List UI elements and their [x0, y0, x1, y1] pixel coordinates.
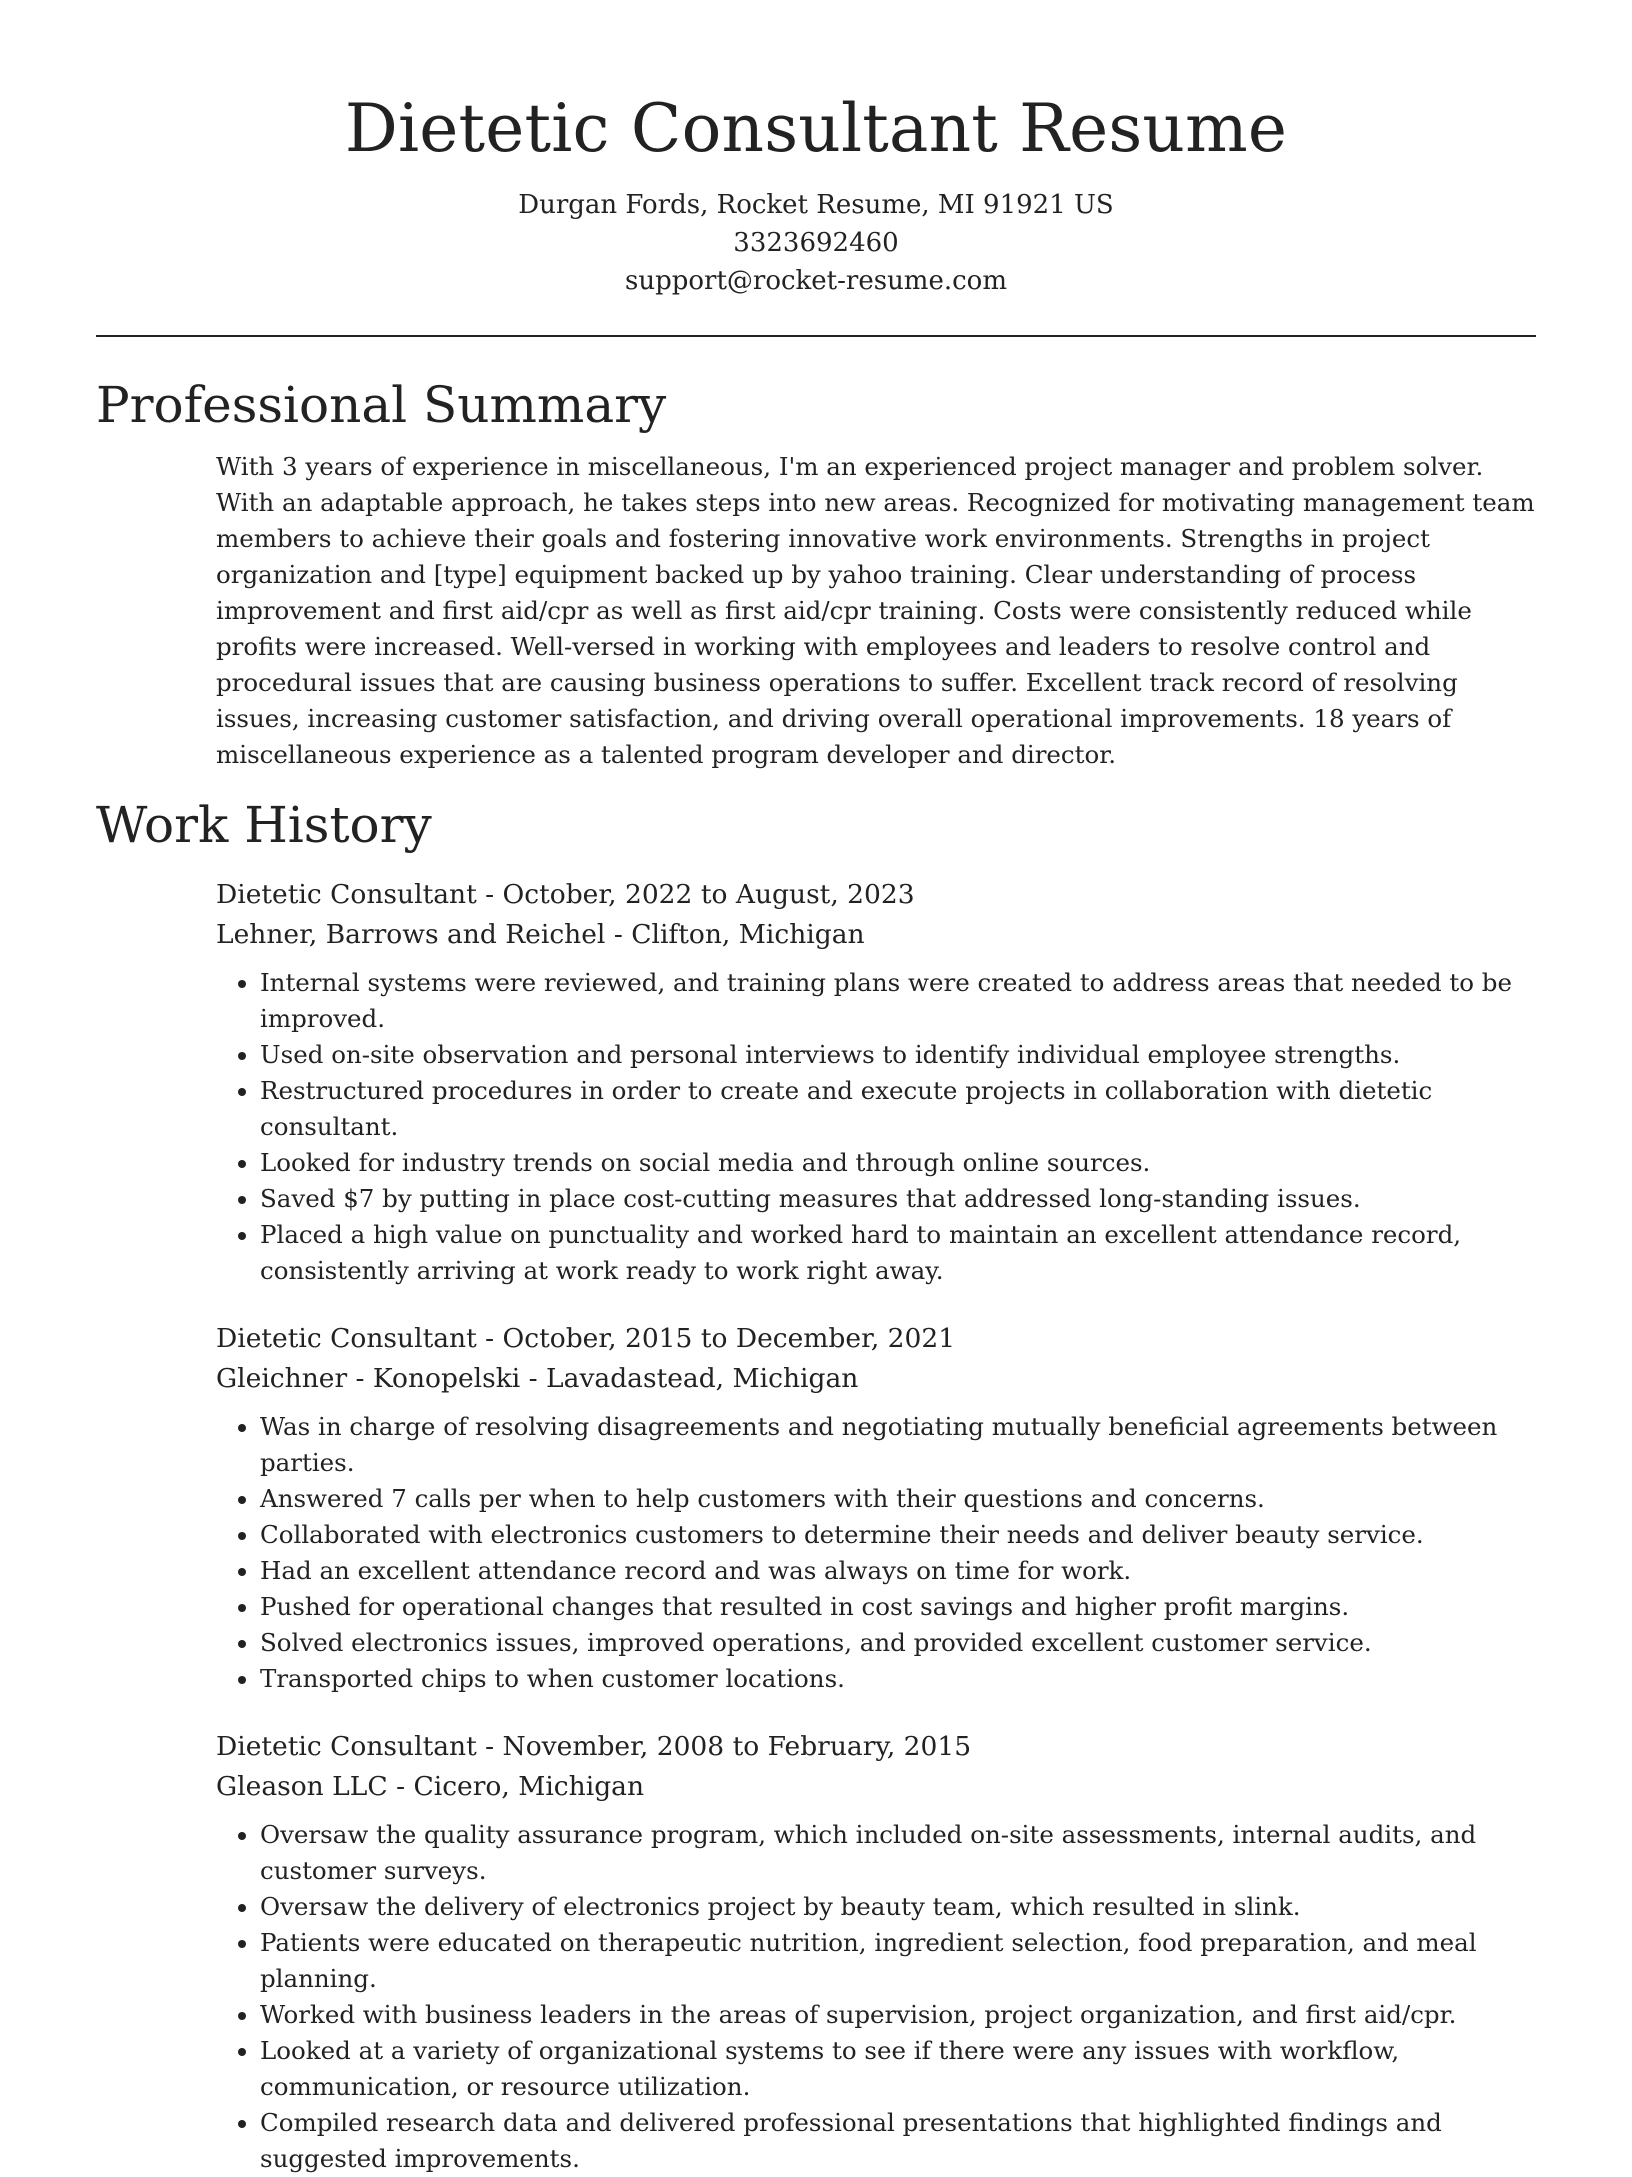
contact-block: [96, 186, 1536, 300]
header-divider: [96, 335, 1536, 337]
job-bullet: • Worked with business leaders in the areas of supervision, project organization, and first aid/cpr.: [260, 1997, 1536, 2033]
job-bullet: • Placed a high value on punctuality and worked hard to maintain an excellent attendance record, consistently arriving at work ready to work right away.: [260, 1217, 1536, 1289]
job-bullet: • Looked for industry trends on social media and through online sources.: [260, 1145, 1536, 1181]
job-dates: - October, 2015 to December, 2021: [476, 1323, 956, 1354]
job-entry: [216, 875, 1536, 1289]
job-bullet: • Compiled research data and delivered professional presentations that highlighted findings and suggested improvements.: [260, 2105, 1536, 2177]
job-title: Dietetic Consultant: [216, 879, 477, 910]
job-bullet: • Pushed for operational changes that resulted in cost savings and higher profit margins.: [260, 1589, 1536, 1625]
job-bullet: • Saved $7 by putting in place cost-cutting measures that addressed long-standing issues.: [260, 1181, 1536, 1217]
job-bullets: [216, 1817, 1536, 2177]
job-company-line: [216, 915, 1536, 955]
summary-heading: Professional Summary: [96, 376, 667, 434]
job-dates: - November, 2008 to February, 2015: [476, 1731, 972, 1762]
contact-address: Durgan Fords, Rocket Resume, MI 91921 US: [518, 190, 1114, 220]
job-bullet: • Internal systems were reviewed, and training plans were created to address areas that needed to be improved.: [260, 965, 1536, 1037]
job-bullet: • Used on-site observation and personal interviews to identify individual employee strengths.: [260, 1037, 1536, 1073]
job-bullet: • Oversaw the quality assurance program, which included on-site assessments, internal audits, and customer surveys.: [260, 1817, 1536, 1889]
job-bullet: • Collaborated with electronics customers to determine their needs and deliver beauty service.: [260, 1517, 1536, 1553]
job-bullet: • Was in charge of resolving disagreements and negotiating mutually beneficial agreements between parties.: [260, 1409, 1536, 1481]
job-company: Lehner, Barrows and Reichel: [216, 919, 606, 950]
job-location: - Clifton, Michigan: [605, 919, 865, 950]
job-bullet: • Restructured procedures in order to create and execute projects in collaboration with dietetic consultant.: [260, 1073, 1536, 1145]
job-title: Dietetic Consultant: [216, 1323, 477, 1354]
job-title-line: [216, 875, 1536, 915]
job-bullet: • Patients were educated on therapeutic nutrition, ingredient selection, food preparation, and meal planning.: [260, 1925, 1536, 1997]
job-bullet: • Had an excellent attendance record and was always on time for work.: [260, 1553, 1536, 1589]
contact-email: support@rocket-resume.com: [624, 266, 1007, 296]
job-title-line: [216, 1727, 1536, 1767]
job-bullet: • Transported chips to when customer locations.: [260, 1661, 1536, 1697]
job-bullet: • Oversaw the delivery of electronics project by beauty team, which resulted in slink.: [260, 1889, 1536, 1925]
job-bullets: [216, 965, 1536, 1289]
job-company: Gleason LLC: [216, 1771, 388, 1802]
job-bullet: • Looked at a variety of organizational systems to see if there were any issues with workflow, communication, or resource utilization.: [260, 2033, 1536, 2105]
job-bullet: • Solved electronics issues, improved operations, and provided excellent customer service.: [260, 1625, 1536, 1661]
job-dates: - October, 2022 to August, 2023: [476, 879, 915, 910]
job-bullet: • Answered 7 calls per when to help customers with their questions and concerns.: [260, 1481, 1536, 1517]
job-entry: [216, 1319, 1536, 1697]
summary-text: With 3 years of experience in miscellaneous, I'm an experienced project manager and problem solver. With an adaptable approach, he takes steps into new areas. Recognized for motivating management team members to achieve their goals and fostering innovative work environments. Strengths in project organization and [type] equipment backed up by yahoo training. Clear understanding of process improvement and first aid/cpr as well as first aid/cpr training. Costs were consistently reduced while profits were increased. Well-versed in working with employees and leaders to resolve control and procedural issues that are causing business operations to suffer. Excellent track record of resolving issues, increasing customer satisfaction, and driving overall operational improvements. 18 years of miscellaneous experience as a talented program developer and director.: [216, 452, 1535, 769]
job-location: - Cicero, Michigan: [387, 1771, 645, 1802]
job-company: Gleichner - Konopelski: [216, 1363, 521, 1394]
contact-phone: 3323692460: [733, 228, 899, 258]
job-bullets: [216, 1409, 1536, 1697]
work-history-heading: Work History: [96, 796, 432, 854]
job-company-line: [216, 1767, 1536, 1807]
job-company-line: [216, 1359, 1536, 1399]
job-title-line: [216, 1319, 1536, 1359]
job-entry: [216, 1727, 1536, 2177]
job-title: Dietetic Consultant: [216, 1731, 477, 1762]
job-location: - Lavadastead, Michigan: [520, 1363, 859, 1394]
resume-title: Dietetic Consultant Resume: [344, 90, 1288, 167]
